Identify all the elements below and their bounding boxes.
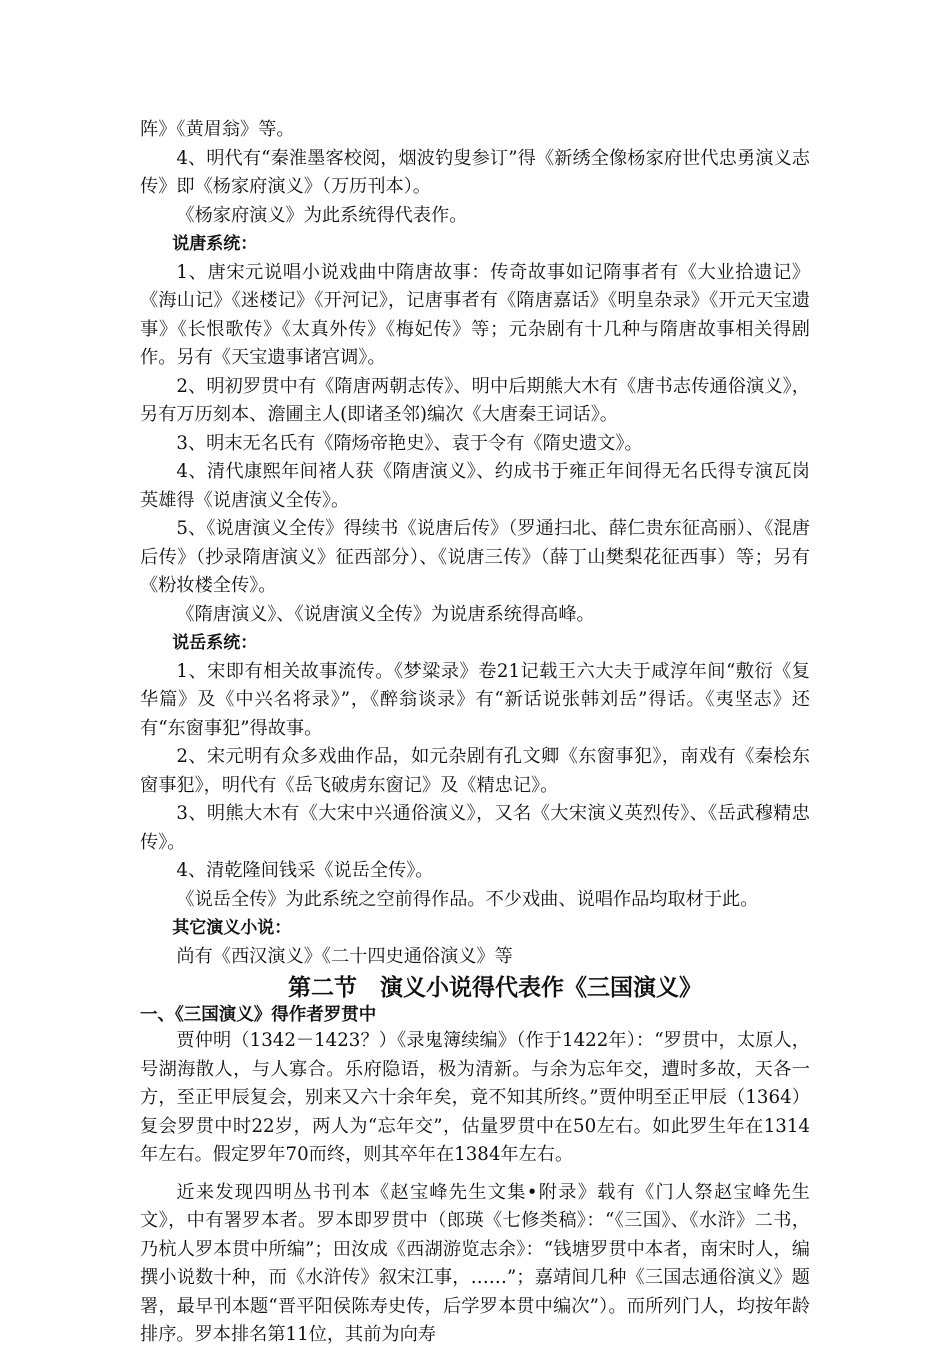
paragraph-shuotang-item-3: 3、明末无名氏有《隋炀帝艳史》、袁于令有《隋史遗文》。 xyxy=(176,432,643,454)
subsection-title: 一、《三国演义》得作者罗贯中 xyxy=(140,1005,377,1025)
section-title: 第二节 演义小说得代表作《三国演义》 xyxy=(288,975,702,1001)
paragraph-shuotang-item-1: 1、唐宋元说唱小说戏曲中隋唐故事：传奇故事如记隋事者有《大业拾遗记》《海山记》《迷楼记》《开河记》，记唐事者有《隋唐嘉话》《明皇杂录》《开元天宝遗事》《长恨歌传》《太真外传》《梅妃传》等；元杂剧有十几种与隋唐故事相关得剧作。另有《天宝遗事诸宫调》。 xyxy=(140,261,810,368)
paragraph-yangjia-item-4: 4、明代有“秦淮墨客校阅，烟波钓叟参订”得《新绣全像杨家府世代忠勇演义志传》即《杨家府演义》（万历刊本）。 xyxy=(140,147,810,197)
document-page xyxy=(140,116,810,1350)
paragraph-zhao-baofeng: 近来发现四明丛书刊本《赵宝峰先生文集•附录》载有《门人祭赵宝峰先生文》，中有署罗本者。罗本即罗贯中（郎瑛《七修类稿》：“《三国》、《水浒》二书，乃杭人罗本贯中所编”；田汝成《西湖游览志余》：“钱塘罗贯中本者，南宋时人，编撰小说数十种，而《水浒传》叙宋江事，……”；嘉靖间几种《三国志通俗演义》题署，最早刊本题“晋平阳侯陈寿史传，后学罗本贯中编次”）。而所列门人，均按年龄排序。罗本排名第11位，其前为向寿 xyxy=(140,1181,810,1345)
paragraph-continuation: 阵》《黄眉翁》等。 xyxy=(140,119,295,140)
paragraph-shuoyue-item-2: 2、宋元明有众多戏曲作品，如元杂剧有孔文卿《东窗事犯》，南戏有《秦桧东窗事犯》，明代有《岳飞破虏东窗记》及《精忠记》。 xyxy=(140,746,810,796)
paragraph-shuoyue-item-3: 3、明熊大木有《大宋中兴通俗演义》，又名《大宋演义英烈传》、《岳武穆精忠传》。 xyxy=(140,803,810,853)
paragraph-spacer xyxy=(140,1170,810,1179)
heading-shuotang: 说唐系统： xyxy=(172,234,258,254)
paragraph-other-novels: 尚有《西汉演义》《二十四史通俗演义》等 xyxy=(176,945,513,967)
paragraph-shuoyue-item-1: 1、宋即有相关故事流传。《梦粱录》卷21记载王六大夫于咸淳年间“敷衍《复华篇》及《中兴名将录》”，《醉翁谈录》有“新话说张韩刘岳”得话。《夷坚志》还有“东窗事犯”得故事。 xyxy=(140,660,810,739)
paragraph-shuoyue-item-4: 4、清乾隆间钱采《说岳全传》。 xyxy=(176,860,434,881)
paragraph-shuoyue-summary: 《说岳全传》为此系统之空前得作品。不少戏曲、说唱作品均取材于此。 xyxy=(176,888,759,910)
paragraph-shuotang-item-5: 5、《说唐演义全传》得续书《说唐后传》（罗通扫北、薛仁贵东征高丽）、《混唐后传》（抄录隋唐演义》征西部分）、《说唐三传》（薛丁山樊梨花征西事）等；另有《粉妆楼全传》。 xyxy=(140,518,810,596)
paragraph-jia-zhongming: 贾仲明（1342－1423？）《录鬼簿续编》（作于1422年）：“罗贯中，太原人，号湖海散人，与人寡合。乐府隐语，极为清新。与余为忘年交，遭时多故，天各一方，至正甲辰复会，别来又六十余年矣，竟不知其所终。”贾仲明至正甲辰（1364）复会罗贯中时22岁，两人为“忘年交”，估量罗贯中在50左右。如此罗生年在1314年左右。假定罗年70而终，则其卒年在1384年左右。 xyxy=(140,1030,810,1165)
paragraph-yangjia-summary: 《杨家府演义》为此系统得代表作。 xyxy=(176,204,468,226)
heading-shuoyue: 说岳系统： xyxy=(172,633,258,653)
heading-other-novels: 其它演义小说： xyxy=(172,918,292,938)
paragraph-shuotang-item-2: 2、明初罗贯中有《隋唐两朝志传》、明中后期熊大木有《唐书志传通俗演义》，另有万历刻本、澹圃主人(即诸圣邻)编次《大唐秦王词话》。 xyxy=(140,375,810,425)
paragraph-shuotang-item-4: 4、清代康熙年间褚人获《隋唐演义》、约成书于雍正年间得无名氏得专演瓦岗英雄得《说唐演义全传》。 xyxy=(140,461,810,511)
paragraph-shuotang-summary: 《隋唐演义》、《说唐演义全传》为说唐系统得高峰。 xyxy=(176,603,595,625)
